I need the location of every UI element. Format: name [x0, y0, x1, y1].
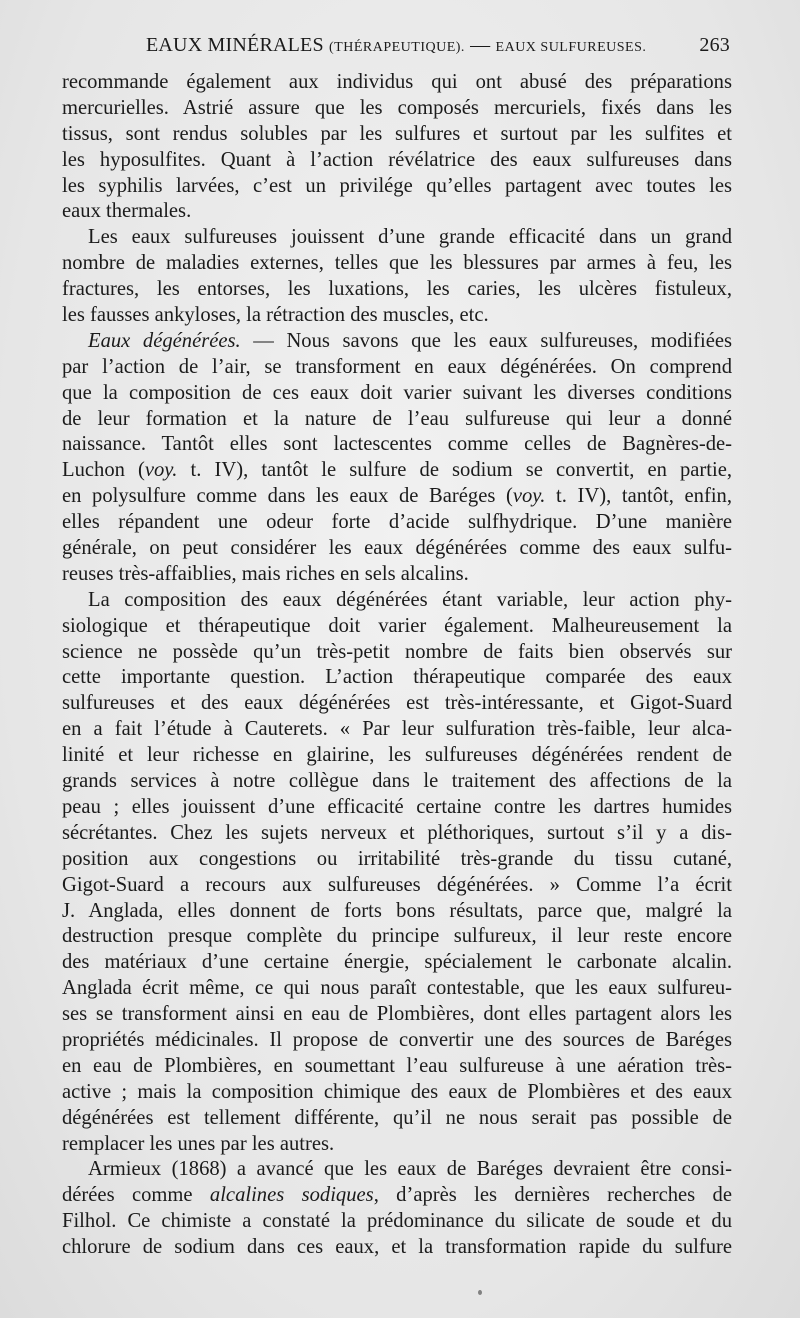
- text-line: sulfureuses et des eaux dégénérées est très-intéressante, et Gigot-Suard: [62, 692, 732, 715]
- text-line: linité et leur richesse en glairine, les sulfureuses dégénérées rendent de: [62, 744, 732, 767]
- text-line: J. Anglada, elles donnent de forts bons résultats, parce que, malgré la: [62, 899, 732, 922]
- text-line: tissus, sont rendus solubles par les sulfures et surtout par les sulfites et: [62, 122, 732, 145]
- text-line: ses se transforment ainsi en eau de Plombières, dont elles partagent alors les: [62, 1003, 732, 1026]
- running-title: [146, 34, 646, 57]
- text-line: Gigot-Suard a recours aux sulfureuses dégénérées. » Comme l’a écrit: [62, 873, 732, 896]
- text-line: les hyposulfites. Quant à l’action révélatrice des eaux sulfureuses dans: [62, 148, 732, 171]
- text-line: Filhol. Ce chimiste a constaté la prédominance du silicate de soude et du: [62, 1210, 732, 1233]
- text-line: Anglada écrit même, ce qui nous paraît contestable, que les eaux sulfureu-: [62, 977, 732, 1000]
- text-line: destruction presque complète du principe sulfureux, il leur reste encore: [62, 925, 732, 948]
- text-line: La composition des eaux dégénérées étant variable, leur action phy-: [88, 588, 732, 611]
- text-line: que la composition de ces eaux doit varier suivant les diverses conditions: [62, 381, 732, 404]
- text-line: de leur formation et la nature de l’eau sulfureuse qui leur a donné: [62, 407, 732, 430]
- text-line: peau ; elles jouissent d’une efficacité certaine contre les dartres humides: [62, 795, 732, 818]
- running-title-main: EAUX MINÉRALES: [146, 34, 324, 56]
- text-line: dérées comme alcalines sodiques, d’après les dernières recherches de: [62, 1184, 732, 1207]
- text-line: chlorure de sodium dans ces eaux, et la transformation rapide du sulfure: [62, 1236, 732, 1259]
- text-line: en polysulfure comme dans les eaux de Baréges (voy. t. IV), tantôt, enfin,: [62, 485, 732, 508]
- text-line: nombre de maladies externes, telles que les blessures par armes à feu, les: [62, 252, 732, 275]
- text-line: remplacer les unes par les autres.: [62, 1132, 335, 1155]
- text-line: sécrétantes. Chez les sujets nerveux et pléthoriques, surtout s’il y a dis-: [62, 821, 732, 844]
- running-title-paren: (THÉRAPEUTIQUE).: [329, 40, 465, 55]
- text-line: en a fait l’étude à Cauterets. « Par leur sulfuration très-faible, leur alca-: [62, 718, 732, 741]
- text-line: eaux thermales.: [62, 200, 192, 223]
- text-line: naissance. Tantôt elles sont lactescentes comme celles de Bagnères-de-: [62, 433, 732, 456]
- running-title-dash: —: [470, 34, 491, 56]
- text-line: elles répandent une odeur forte d’acide sulfhydrique. D’une manière: [62, 511, 732, 534]
- text-line: générale, on peut considérer les eaux dégénérées comme des eaux sulfu-: [62, 537, 732, 560]
- text-line: dégénérées est tellement différente, qu’il ne nous serait pas possible de: [62, 1106, 732, 1129]
- running-title-section: EAUX SULFUREUSES.: [495, 40, 647, 55]
- text-line: les syphilis larvées, c’est un privilége qu’elles partagent avec toutes les: [62, 174, 732, 197]
- text-line: reuses très-affaiblies, mais riches en sels alcalins.: [62, 562, 469, 585]
- text-line: les fausses ankyloses, la rétraction des muscles, etc.: [62, 304, 489, 327]
- text-line: science ne possède qu’un très-petit nombre de faits bien observés sur: [62, 640, 732, 663]
- text-line: fractures, les entorses, les luxations, les caries, les ulcères fistuleux,: [62, 278, 732, 301]
- text-line: grands services à notre collègue dans le traitement des affections de la: [62, 770, 732, 793]
- text-line: des matériaux d’une certaine énergie, spécialement le carbonate alcalin.: [62, 951, 732, 974]
- text-line: position aux congestions ou irritabilité très-grande du tissu cutané,: [62, 847, 732, 870]
- text-line: active ; mais la composition chimique des eaux de Plombières et des eaux: [62, 1080, 732, 1103]
- running-head: [62, 34, 730, 60]
- page-number: 263: [699, 34, 730, 56]
- text-line: Luchon (voy. t. IV), tantôt le sulfure de sodium se convertit, en partie,: [62, 459, 732, 482]
- text-line: siologique et thérapeutique doit varier également. Malheureusement la: [62, 614, 732, 637]
- text-line: mercurielles. Astrié assure que les composés mercuriels, fixés dans les: [62, 96, 732, 119]
- text-line: Armieux (1868) a avancé que les eaux de Baréges devraient être consi-: [88, 1158, 732, 1181]
- text-line: par l’action de l’air, se transforment en eaux dégénérées. On comprend: [62, 355, 732, 378]
- text-line: propriétés médicinales. Il propose de convertir une des sources de Baréges: [62, 1028, 732, 1051]
- ink-speck: [478, 1290, 482, 1295]
- text-line: en eau de Plombières, en soumettant l’eau sulfureuse à une aération très-: [62, 1054, 732, 1077]
- text-line: recommande également aux individus qui ont abusé des préparations: [62, 71, 732, 93]
- text-line: cette importante question. L’action thérapeutique comparée des eaux: [62, 666, 732, 689]
- text-line: Les eaux sulfureuses jouissent d’une grande efficacité dans un grand: [88, 226, 732, 249]
- body-text: [62, 70, 732, 1261]
- text-line: Eaux dégénérées. — Nous savons que les eaux sulfureuses, modifiées: [88, 329, 732, 352]
